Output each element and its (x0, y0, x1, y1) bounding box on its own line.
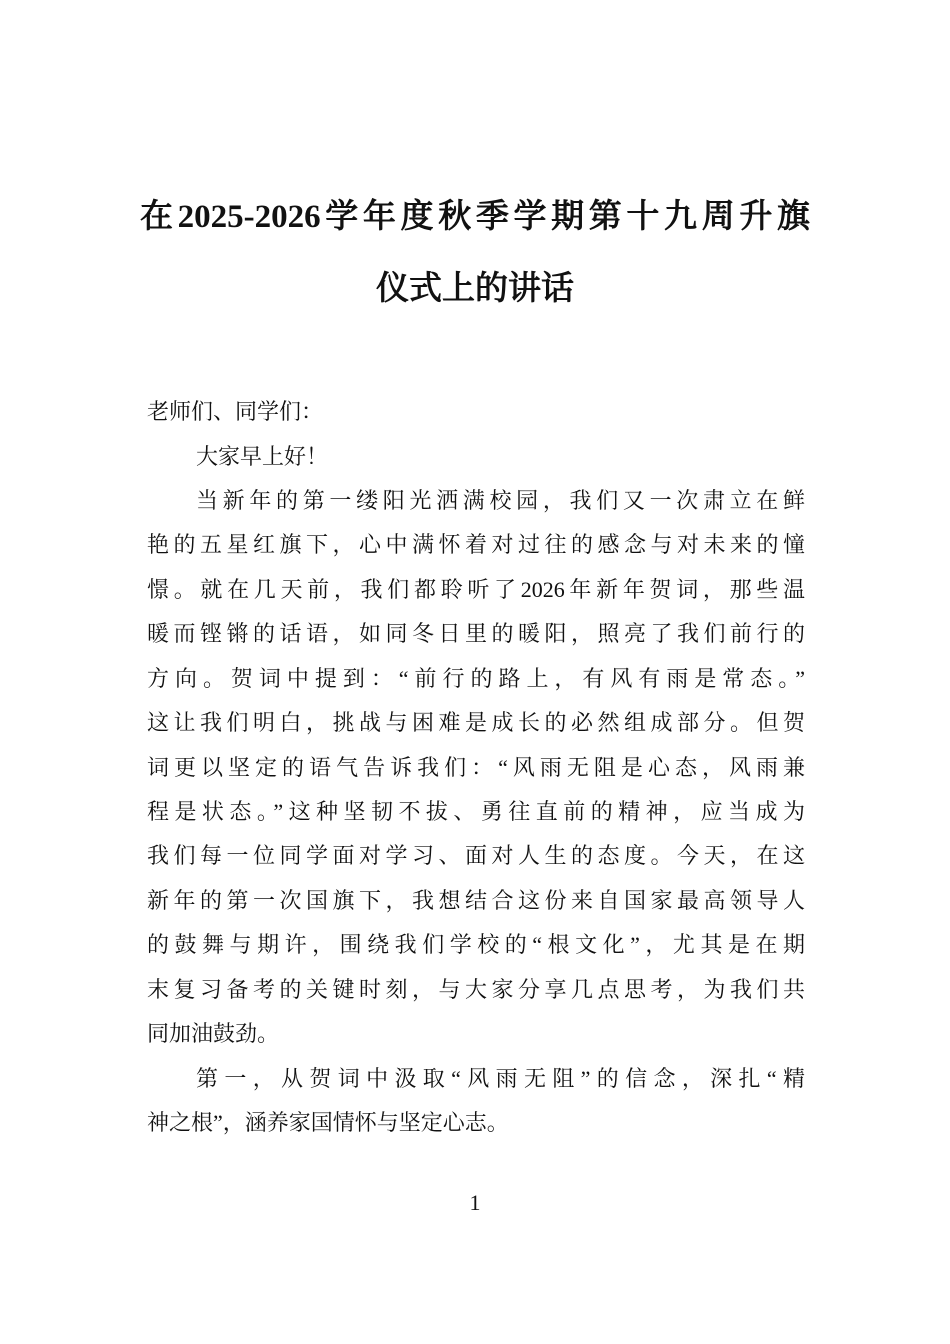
body-line: 当新年的第一缕阳光洒满校园，我们又一次肃立在鲜 (196, 488, 805, 513)
body-line: 同加油鼓劲。 (147, 1021, 280, 1046)
body-line: 程是状态。”这种坚韧不拔、勇往直前的精神，应当成为 (147, 799, 805, 824)
body-line: 这让我们明白，挑战与困难是成长的必然组成部分。但贺 (147, 710, 805, 735)
body-line: 的鼓舞与期许，围绕我们学校的“根文化”，尤其是在期 (147, 932, 805, 957)
body-line: 末复习备考的关键时刻，与大家分享几点思考，为我们共 (147, 977, 805, 1002)
greeting: 大家早上好！ (196, 444, 329, 469)
salutation: 老师们、同学们： (147, 399, 324, 424)
page-number: 1 (469, 1190, 481, 1215)
title-line-1: 在2025-2026学年度秋季学期第十九周升旗 (140, 199, 810, 235)
title-line-2: 仪式上的讲话 (376, 271, 574, 307)
body-line: 暖而铿锵的话语，如同冬日里的暖阳，照亮了我们前行的 (147, 621, 805, 646)
body-line: 憬。就在几天前，我们都聆听了2026年新年贺词，那些温 (147, 577, 805, 602)
body-line: 新年的第一次国旗下，我想结合这份来自国家最高领导人 (147, 888, 805, 913)
body-line: 我们每一位同学面对学习、面对人生的态度。今天，在这 (147, 843, 805, 868)
body-line: 第一，从贺词中汲取“风雨无阻”的信念，深扎“精 (196, 1066, 805, 1091)
body-line: 方向。贺词中提到：“前行的路上，有风有雨是常态。” (147, 666, 805, 691)
body-line: 神之根”，涵养家国情怀与坚定心志。 (147, 1110, 509, 1135)
body-line: 词更以坚定的语气告诉我们：“风雨无阻是心态，风雨兼 (147, 755, 805, 780)
body-line: 艳的五星红旗下，心中满怀着对过往的感念与对未来的憧 (147, 532, 805, 557)
